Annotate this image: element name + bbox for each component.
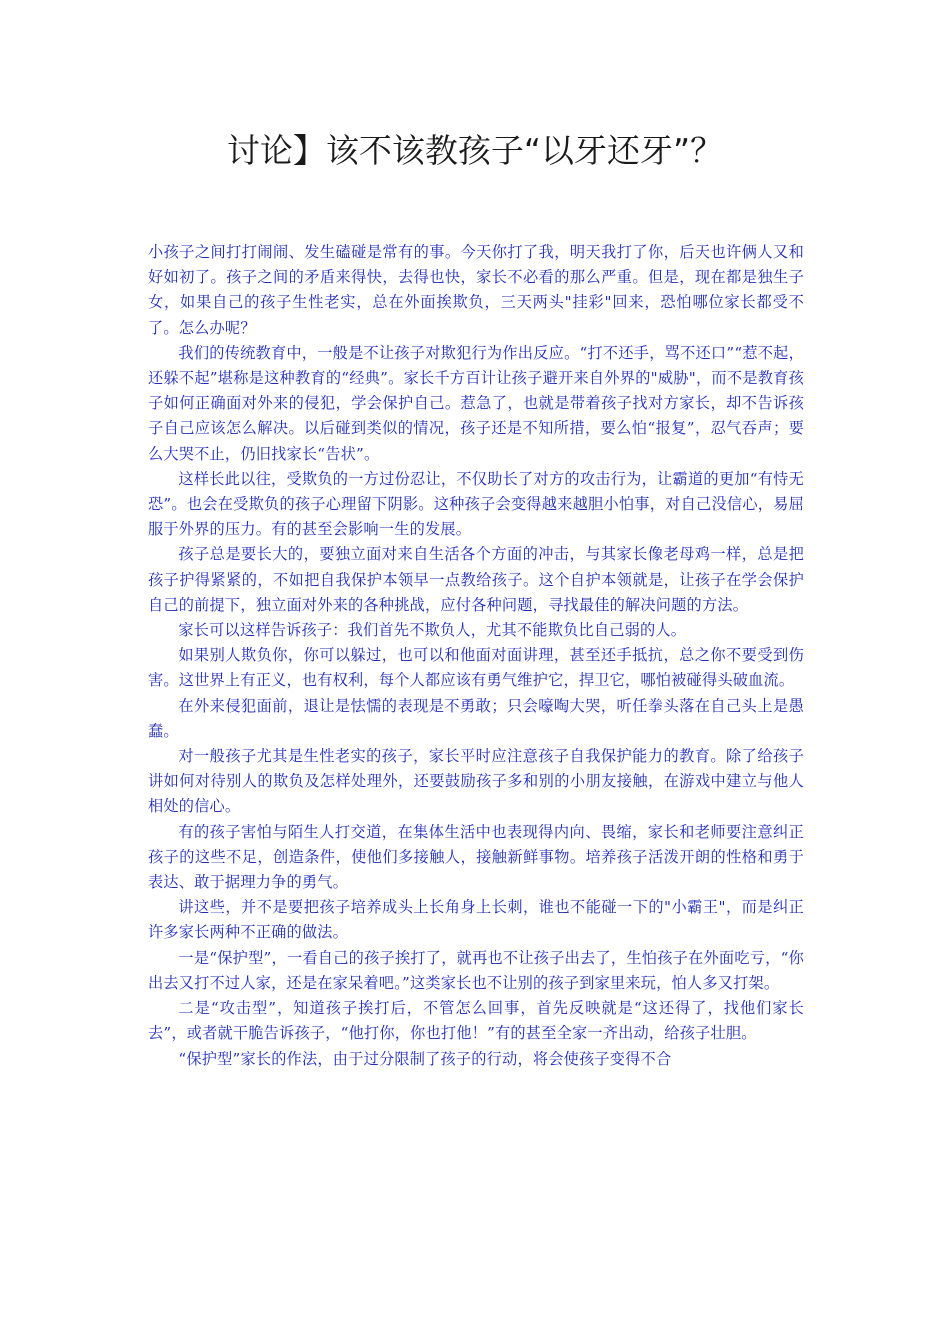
paragraph: 家长可以这样告诉孩子：我们首先不欺负人，尤其不能欺负比自己弱的人。 (178, 621, 687, 640)
paragraph: 我们的传统教育中，一般是不让孩子对欺犯行为作出反应。“打不还手，骂不还口”“惹不起，还躲不起”堪称是这种教育的“经典”。家长千方百计让孩子避开来自外界的"威胁"，而不是教育孩子如何正确面对外来的侵犯，学会保护自己。惹急了，也就是带着孩子找对方家长，却不告诉孩子自己应该怎么解决。以后碰到类似的情况，孩子还是不知所措，要么怕“报复”，忍气吞声；要么大哭不止，仍旧找家长“告状”。 (148, 343, 804, 463)
paragraph: 对一般孩子尤其是生性老实的孩子，家长平时应注意孩子自我保护能力的教育。除了给孩子讲如何对待别人的欺负及怎样处理外，还要鼓励孩子多和别的小朋友接触，在游戏中建立与他人相处的信心。 (148, 747, 804, 816)
paragraph: “保护型”家长的作法，由于过分限制了孩子的行动，将会使孩子变得不合 (178, 1049, 672, 1068)
document-body (148, 240, 804, 1072)
paragraph: 讲这些，并不是要把孩子培养成头上长角身上长刺，谁也不能碰一下的"小霸王"，而是纠正许多家长两种不正确的做法。 (148, 898, 804, 942)
paragraph: 二是“攻击型”，知道孩子挨打后，不管怎么回事，首先反映就是“这还得了，找他们家长去”，或者就干脆告诉孩子，“他打你，你也打他！”有的甚至全家一齐出动，给孩子壮胆。 (148, 999, 804, 1043)
paragraph: 有的孩子害怕与陌生人打交道，在集体生活中也表现得内向、畏缩，家长和老师要注意纠正孩子的这些不足，创造条件，使他们多接触人，接触新鲜事物。培养孩子活泼开朗的性格和勇于表达、敢于据理力争的勇气。 (148, 822, 804, 892)
paragraph: 如果别人欺负你，你可以躲过，也可以和他面对面讲理，甚至还手抵抗，总之你不要受到伤害。这世界上有正义，也有权利，每个人都应该有勇气维护它，捍卫它，哪怕被碰得头破血流。 (148, 646, 804, 690)
paragraph: 一是“保护型”，一看自己的孩子挨打了，就再也不让孩子出去了，生怕孩子在外面吃亏，“你出去又打不过人家，还是在家呆着吧。”这类家长也不让别的孩子到家里来玩，怕人多又打架。 (148, 948, 804, 992)
paragraph: 小孩子之间打打闹闹、发生磕碰是常有的事。今天你打了我，明天我打了你，后天也许俩人又和好如初了。孩子之间的矛盾来得快，去得也快，家长不必看的那么严重。但是，现在都是独生子女，如果自己的孩子生性老实，总在外面挨欺负，三天两头"挂彩"回来，恐怕哪位家长都受不了。怎么办呢？ (148, 243, 804, 337)
paragraph: 这样长此以往，受欺负的一方过份忍让，不仅助长了对方的攻击行为，让霸道的更加“有恃无恐”。也会在受欺负的孩子心理留下阴影。这种孩子会变得越来越胆小怕事，对自己没信心，易屈服于外界的压力。有的甚至会影响一生的发展。 (148, 469, 804, 539)
document-title: 讨论】该不该教孩子“以牙还牙”？ (226, 131, 724, 170)
paragraph: 孩子总是要长大的，要独立面对来自生活各个方面的冲击，与其家长像老母鸡一样，总是把孩子护得紧紧的，不如把自我保护本领早一点教给孩子。这个自护本领就是，让孩子在学会保护自己的前提下，独立面对外来的各种挑战，应付各种问题，寻找最佳的解决问题的方法。 (148, 545, 804, 614)
paragraph: 在外来侵犯面前，退让是怯懦的表现是不勇敢；只会嚎啕大哭，听任拳头落在自己头上是愚蠢。 (148, 696, 804, 740)
